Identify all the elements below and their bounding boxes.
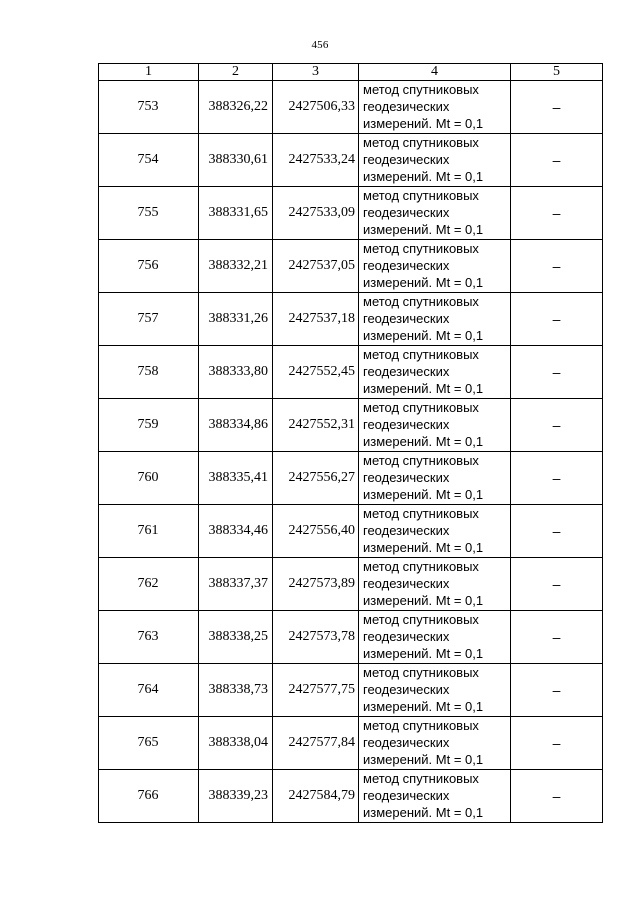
table-row	[99, 452, 603, 505]
table-row	[99, 134, 603, 187]
method-description-cell: метод спутниковых геодезических измерений. Mt = 0,1	[359, 399, 511, 452]
y-coordinate-cell: 2427573,89	[273, 558, 359, 611]
table-row	[99, 505, 603, 558]
x-coordinate-cell: 388332,21	[199, 240, 273, 293]
note-cell: –	[511, 187, 603, 240]
note-cell: –	[511, 505, 603, 558]
x-coordinate-cell: 388338,04	[199, 717, 273, 770]
table-header	[99, 64, 603, 81]
note-cell: –	[511, 452, 603, 505]
x-coordinate-cell: 388339,23	[199, 770, 273, 823]
x-coordinate-cell: 388334,46	[199, 505, 273, 558]
point-number-cell: 757	[99, 293, 199, 346]
table-row	[99, 293, 603, 346]
y-coordinate-cell: 2427577,75	[273, 664, 359, 717]
method-description-cell: метод спутниковых геодезических измерений. Mt = 0,1	[359, 81, 511, 134]
y-coordinate-cell: 2427573,78	[273, 611, 359, 664]
table-row	[99, 717, 603, 770]
x-coordinate-cell: 388331,65	[199, 187, 273, 240]
y-coordinate-cell: 2427552,31	[273, 399, 359, 452]
method-description-cell: метод спутниковых геодезических измерений. Mt = 0,1	[359, 293, 511, 346]
note-cell: –	[511, 770, 603, 823]
note-cell: –	[511, 717, 603, 770]
method-description-cell: метод спутниковых геодезических измерений. Mt = 0,1	[359, 770, 511, 823]
method-description-cell: метод спутниковых геодезических измерений. Mt = 0,1	[359, 664, 511, 717]
method-description-cell: метод спутниковых геодезических измерений. Mt = 0,1	[359, 717, 511, 770]
note-cell: –	[511, 558, 603, 611]
y-coordinate-cell: 2427533,24	[273, 134, 359, 187]
method-description-cell: метод спутниковых геодезических измерений. Mt = 0,1	[359, 452, 511, 505]
point-number-cell: 760	[99, 452, 199, 505]
method-description-cell: метод спутниковых геодезических измерений. Mt = 0,1	[359, 611, 511, 664]
x-coordinate-cell: 388338,25	[199, 611, 273, 664]
coordinates-table	[98, 63, 603, 823]
x-coordinate-cell: 388326,22	[199, 81, 273, 134]
table-row	[99, 770, 603, 823]
y-coordinate-cell: 2427552,45	[273, 346, 359, 399]
header-col-4: 4	[359, 64, 511, 81]
note-cell: –	[511, 399, 603, 452]
point-number-cell: 755	[99, 187, 199, 240]
table-row	[99, 346, 603, 399]
y-coordinate-cell: 2427506,33	[273, 81, 359, 134]
method-description-cell: метод спутниковых геодезических измерений. Mt = 0,1	[359, 240, 511, 293]
header-col-2: 2	[199, 64, 273, 81]
y-coordinate-cell: 2427584,79	[273, 770, 359, 823]
point-number-cell: 764	[99, 664, 199, 717]
method-description-cell: метод спутниковых геодезических измерений. Mt = 0,1	[359, 346, 511, 399]
x-coordinate-cell: 388334,86	[199, 399, 273, 452]
point-number-cell: 754	[99, 134, 199, 187]
point-number-cell: 753	[99, 81, 199, 134]
note-cell: –	[511, 611, 603, 664]
x-coordinate-cell: 388338,73	[199, 664, 273, 717]
y-coordinate-cell: 2427577,84	[273, 717, 359, 770]
point-number-cell: 766	[99, 770, 199, 823]
method-description-cell: метод спутниковых геодезических измерений. Mt = 0,1	[359, 134, 511, 187]
y-coordinate-cell: 2427556,40	[273, 505, 359, 558]
note-cell: –	[511, 81, 603, 134]
x-coordinate-cell: 388333,80	[199, 346, 273, 399]
table-row	[99, 558, 603, 611]
header-col-3: 3	[273, 64, 359, 81]
x-coordinate-cell: 388330,61	[199, 134, 273, 187]
point-number-cell: 765	[99, 717, 199, 770]
table-row	[99, 611, 603, 664]
note-cell: –	[511, 664, 603, 717]
method-description-cell: метод спутниковых геодезических измерений. Mt = 0,1	[359, 505, 511, 558]
table-row	[99, 81, 603, 134]
y-coordinate-cell: 2427533,09	[273, 187, 359, 240]
header-row	[99, 64, 603, 81]
point-number-cell: 758	[99, 346, 199, 399]
header-col-1: 1	[99, 64, 199, 81]
method-description-cell: метод спутниковых геодезических измерений. Mt = 0,1	[359, 187, 511, 240]
note-cell: –	[511, 346, 603, 399]
table-row	[99, 240, 603, 293]
page-number: 456	[311, 39, 329, 51]
point-number-cell: 756	[99, 240, 199, 293]
x-coordinate-cell: 388337,37	[199, 558, 273, 611]
note-cell: –	[511, 134, 603, 187]
note-cell: –	[511, 293, 603, 346]
method-description-cell: метод спутниковых геодезических измерений. Mt = 0,1	[359, 558, 511, 611]
y-coordinate-cell: 2427537,18	[273, 293, 359, 346]
table-row	[99, 664, 603, 717]
note-cell: –	[511, 240, 603, 293]
x-coordinate-cell: 388335,41	[199, 452, 273, 505]
table-body	[99, 81, 603, 823]
point-number-cell: 761	[99, 505, 199, 558]
y-coordinate-cell: 2427556,27	[273, 452, 359, 505]
point-number-cell: 762	[99, 558, 199, 611]
y-coordinate-cell: 2427537,05	[273, 240, 359, 293]
header-col-5: 5	[511, 64, 603, 81]
table-row	[99, 399, 603, 452]
point-number-cell: 759	[99, 399, 199, 452]
table-row	[99, 187, 603, 240]
point-number-cell: 763	[99, 611, 199, 664]
x-coordinate-cell: 388331,26	[199, 293, 273, 346]
